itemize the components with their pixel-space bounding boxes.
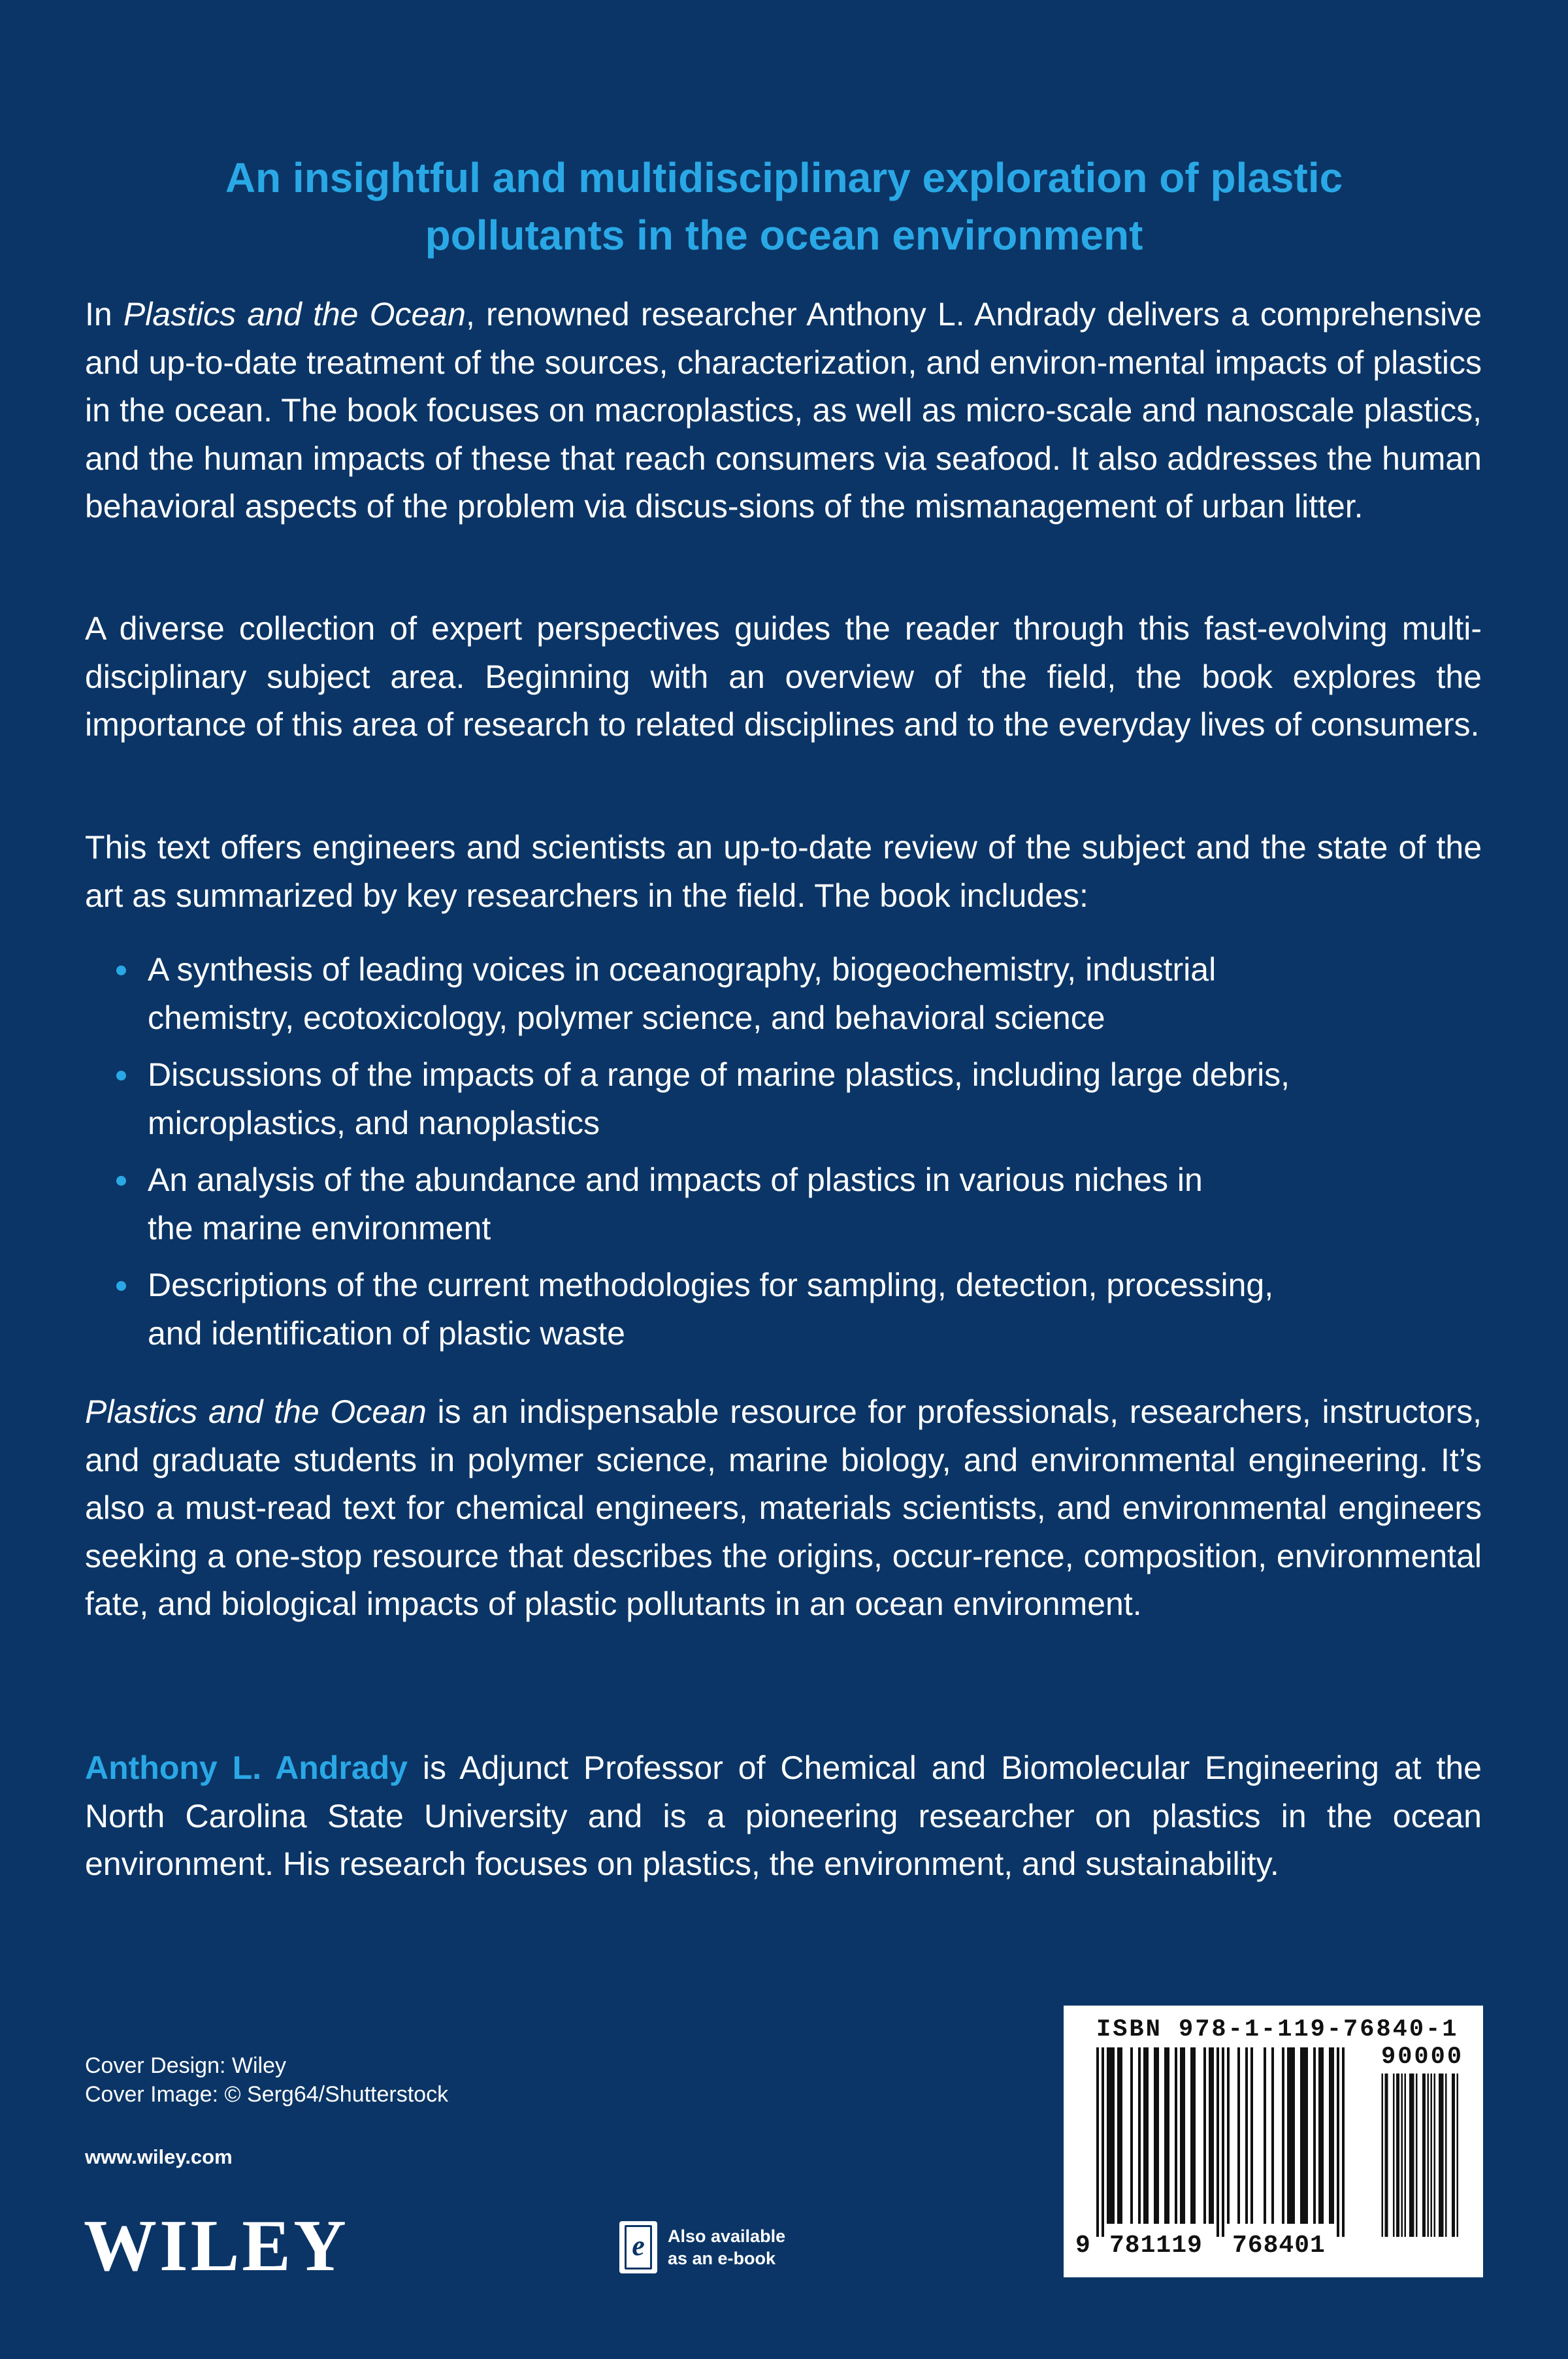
barcode-bar bbox=[1138, 2047, 1141, 2224]
book-title-italic: Plastics and the Ocean bbox=[85, 1393, 427, 1430]
barcode-bar bbox=[1175, 2047, 1177, 2224]
list-item: Discussions of the impacts of a range of marine plastics, including large debris, microplastics, and nanoplastics bbox=[85, 1051, 1457, 1147]
barcode-addon-bar bbox=[1428, 2074, 1429, 2237]
p3-text: This text offers engineers and scientists an up-to-date review of the subject and the state of the art as summarized by key researchers in the field. The book includes: bbox=[85, 829, 1482, 914]
barcode-bar bbox=[1287, 2047, 1290, 2224]
barcode-bar bbox=[1303, 2047, 1305, 2224]
features-list bbox=[85, 946, 1457, 1367]
cover-credits bbox=[85, 2051, 448, 2109]
headline-line-2: pollutants in the ocean environment bbox=[425, 212, 1143, 259]
wiley-logo: WILEY bbox=[84, 2205, 349, 2286]
barcode-bar bbox=[1190, 2047, 1193, 2224]
description-paragraph-3 bbox=[85, 824, 1482, 920]
barcode-bar bbox=[1337, 2047, 1339, 2237]
barcode-addon-bars bbox=[1380, 2074, 1458, 2237]
isbn-label: ISBN 978-1-119-76840-1 bbox=[1096, 2016, 1459, 2043]
barcode-bar bbox=[1342, 2047, 1345, 2237]
barcode-addon-bar bbox=[1409, 2074, 1411, 2237]
barcode-digit-group: 781119 bbox=[1109, 2232, 1203, 2260]
barcode-bar bbox=[1318, 2047, 1321, 2224]
barcode-bar bbox=[1146, 2047, 1149, 2224]
barcode-bar bbox=[1237, 2047, 1240, 2224]
barcode-bar bbox=[1209, 2047, 1211, 2224]
barcode-bar bbox=[1109, 2047, 1112, 2224]
barcode-bar bbox=[1183, 2047, 1185, 2224]
publisher-website: www.wiley.com bbox=[85, 2145, 233, 2168]
barcode-addon-bar bbox=[1442, 2074, 1444, 2237]
barcode-bar bbox=[1154, 2047, 1156, 2224]
barcode-bar bbox=[1107, 2047, 1109, 2224]
barcode-bar bbox=[1180, 2047, 1183, 2224]
barcode-addon-bar bbox=[1422, 2074, 1424, 2237]
barcode-bar bbox=[1321, 2047, 1324, 2224]
barcode-bars bbox=[1096, 2047, 1371, 2237]
barcode-addon-bar bbox=[1441, 2074, 1443, 2237]
cover-image-credit: Cover Image: © Serg64/Shutterstock bbox=[85, 2082, 449, 2107]
barcode-digit-group: 9 bbox=[1075, 2232, 1091, 2260]
barcode-addon-bar bbox=[1413, 2074, 1414, 2237]
barcode-bar bbox=[1156, 2047, 1159, 2224]
barcode-addon-bar bbox=[1382, 2074, 1384, 2237]
barcode-bar bbox=[1211, 2047, 1214, 2224]
ebook-text bbox=[668, 2225, 785, 2270]
barcode-bar bbox=[1096, 2047, 1099, 2237]
barcode-addon-bar bbox=[1424, 2074, 1426, 2237]
barcode-addon-bar bbox=[1405, 2074, 1407, 2237]
barcode-bar bbox=[1227, 2047, 1230, 2224]
barcode-bar bbox=[1300, 2047, 1303, 2224]
list-item: An analysis of the abundance and impacts of plastics in various niches in the marine environment bbox=[85, 1156, 1457, 1252]
list-item: Descriptions of the current methodologies for sampling, detection, processing, and identification of plastic waste bbox=[85, 1261, 1457, 1358]
p1-prefix: In bbox=[85, 296, 123, 333]
price-code: 90000 bbox=[1381, 2043, 1464, 2071]
barcode-bar bbox=[1313, 2047, 1316, 2224]
ebook-line-1: Also available bbox=[668, 2226, 786, 2246]
barcode-addon-bar bbox=[1416, 2074, 1418, 2237]
barcode-addon-bar bbox=[1445, 2074, 1447, 2237]
barcode-addon-bar bbox=[1401, 2074, 1403, 2237]
bullet-icon bbox=[116, 1071, 126, 1081]
barcode-addon-bar bbox=[1396, 2074, 1398, 2237]
barcode-bar bbox=[1143, 2047, 1146, 2224]
author-bio bbox=[85, 1744, 1482, 1889]
barcode-bar bbox=[1203, 2047, 1206, 2224]
barcode-bar bbox=[1250, 2047, 1253, 2224]
isbn-barcode bbox=[1064, 2006, 1483, 2277]
barcode-addon-bar bbox=[1393, 2074, 1395, 2237]
p1-text: , renowned researcher Anthony L. Andrady delivers a comprehensive and up-to-date treatment of the sources, characterization, and environ-mental impacts of plastics in the ocean. The book focuses on macroplastics, as well as micro-scale and nanoscale plastics, and the human impacts of these that reach consumers via seafood. It also addresses the human behavioral aspects of the problem via discus-sions of the mismanagement of urban litter. bbox=[85, 296, 1482, 525]
barcode-bar bbox=[1102, 2047, 1104, 2237]
barcode-addon-bar bbox=[1385, 2074, 1387, 2237]
barcode-addon-bar bbox=[1434, 2074, 1436, 2237]
bullet-icon bbox=[116, 1176, 126, 1186]
barcode-bar bbox=[1222, 2047, 1224, 2237]
barcode-bar bbox=[1117, 2047, 1120, 2224]
barcode-addon-bar bbox=[1439, 2074, 1441, 2237]
barcode-digit-group: 768401 bbox=[1232, 2232, 1326, 2260]
barcode-addon-bar bbox=[1454, 2074, 1456, 2237]
barcode-addon-bar bbox=[1431, 2074, 1433, 2237]
barcode-addon-bar bbox=[1398, 2074, 1400, 2237]
barcode-bar bbox=[1167, 2047, 1169, 2224]
headline bbox=[85, 149, 1483, 264]
ebook-icon: e bbox=[619, 2221, 657, 2273]
bullet-icon bbox=[116, 966, 126, 975]
barcode-bar bbox=[1282, 2047, 1284, 2224]
headline-line-1: An insightful and multidisciplinary exploration of plastic bbox=[225, 154, 1343, 201]
barcode-addon-bar bbox=[1411, 2074, 1413, 2237]
description-paragraph-4 bbox=[85, 1388, 1482, 1629]
barcode-bar bbox=[1130, 2047, 1133, 2224]
barcode-bar bbox=[1217, 2047, 1219, 2237]
bullet-icon bbox=[116, 1281, 126, 1291]
book-title-italic: Plastics and the Ocean bbox=[123, 296, 466, 333]
ebook-line-2: as an e-book bbox=[668, 2249, 776, 2268]
barcode-bar bbox=[1331, 2047, 1334, 2224]
description-paragraph-2 bbox=[85, 605, 1482, 749]
ebook-badge bbox=[619, 2221, 785, 2273]
list-item: A synthesis of leading voices in oceanography, biogeochemistry, industrial chemistry, ecotoxicology, polymer science, and behavioral science bbox=[85, 946, 1457, 1042]
author-bio-text: is Adjunct Professor of Chemical and Biomolecular Engineering at the North Carolina State University and is a pioneering researcher on plastics in the ocean environment. His research focuses on plastics, the environment, and sustainability. bbox=[85, 1749, 1482, 1882]
barcode-bar bbox=[1329, 2047, 1331, 2224]
barcode-bar bbox=[1112, 2047, 1115, 2224]
author-name: Anthony L. Andrady bbox=[85, 1749, 408, 1786]
barcode-addon-bar bbox=[1457, 2074, 1459, 2237]
barcode-bar bbox=[1305, 2047, 1308, 2224]
barcode-addon-bar bbox=[1452, 2074, 1454, 2237]
cover-design-credit: Cover Design: Wiley bbox=[85, 2053, 286, 2078]
barcode-bar bbox=[1245, 2047, 1248, 2224]
p2-text: A diverse collection of expert perspectives guides the reader through this fast-evolving multi-disciplinary subject area. Beginning with an overview of the field, the book explores the importance of this area of research to related disciplines and to the everyday lives of consumers. bbox=[85, 610, 1482, 743]
barcode-bar bbox=[1120, 2047, 1122, 2224]
description-paragraph-1 bbox=[85, 291, 1482, 531]
barcode-addon-bar bbox=[1386, 2074, 1388, 2237]
barcode-bar bbox=[1290, 2047, 1292, 2224]
barcode-bar bbox=[1292, 2047, 1295, 2224]
barcode-bar bbox=[1271, 2047, 1274, 2224]
barcode-bar bbox=[1164, 2047, 1167, 2224]
barcode-bar bbox=[1264, 2047, 1266, 2224]
barcode-bar bbox=[1193, 2047, 1196, 2224]
p4-text: is an indispensable resource for professionals, researchers, instructors, and graduate students in polymer science, marine biology, and environmental engineering. It’s also a must-read text for chemical engineers, materials scientists, and environmental engineers seeking a one-stop resource that describes the origins, occur-rence, composition, environmental fate, and biological impacts of plastic pollutants in an ocean environment. bbox=[85, 1393, 1482, 1622]
